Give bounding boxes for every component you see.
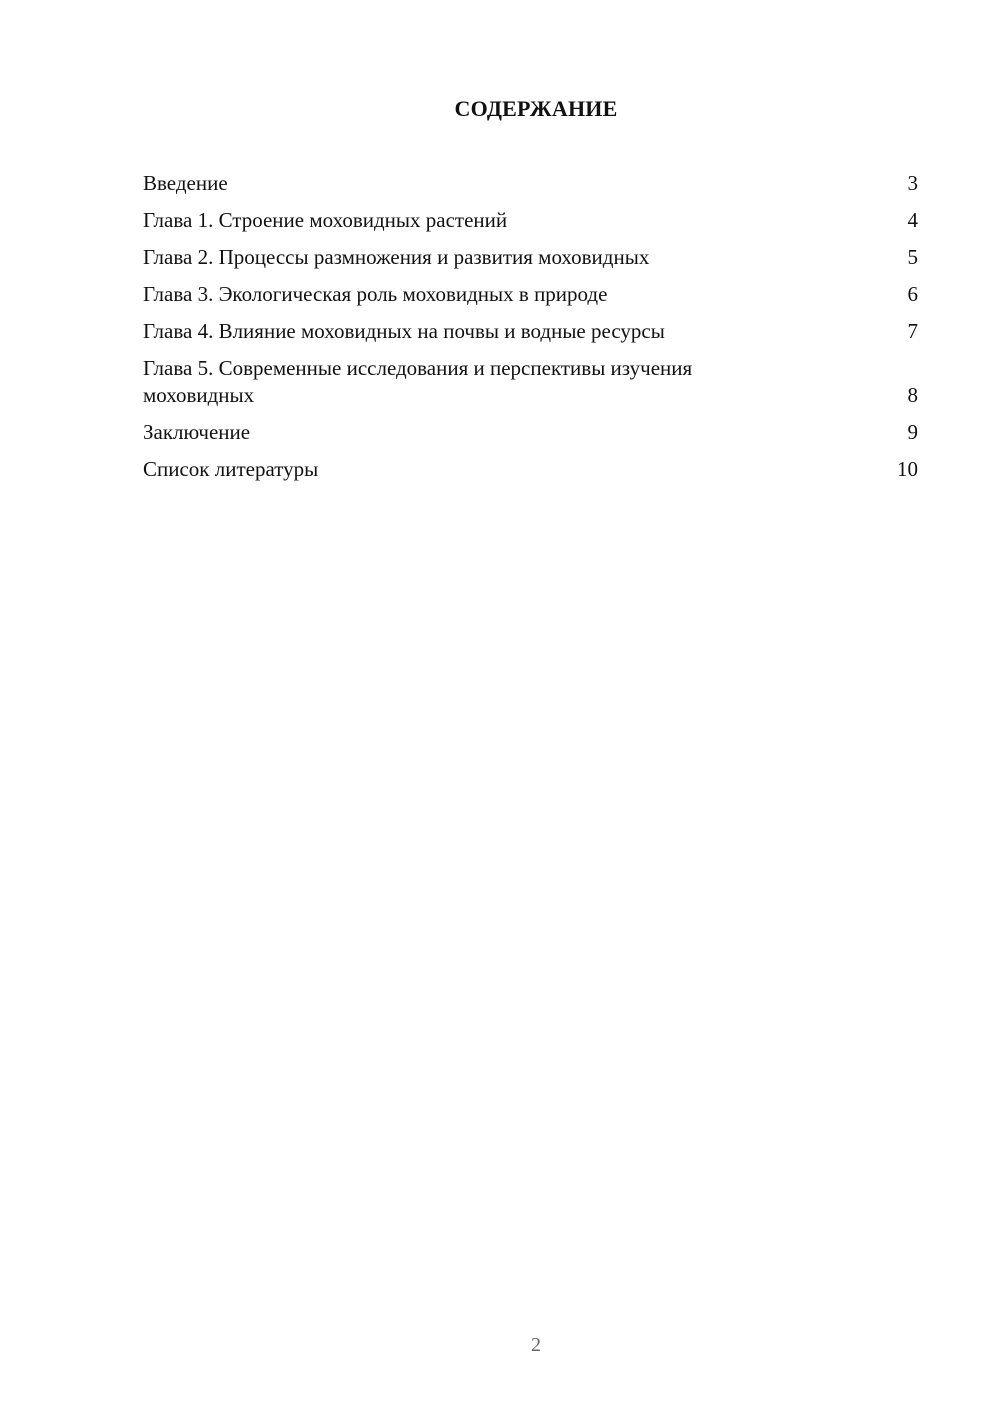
toc-entry-label: Глава 5. Современные исследования и перспективы изучения моховидных — [143, 356, 693, 407]
toc-entry[interactable] — [143, 281, 918, 308]
toc-entry-label: Глава 4. Влияние моховидных на почвы и водные ресурсы — [143, 319, 665, 343]
toc-entry-page: 10 — [897, 457, 918, 481]
toc-entry-label: Заключение — [143, 420, 251, 444]
toc-entry[interactable] — [143, 244, 918, 271]
toc-entry-page: 6 — [907, 282, 918, 306]
page-number: 2 — [531, 1334, 541, 1356]
toc-entry-page: 7 — [907, 319, 918, 343]
page-title: СОДЕРЖАНИЕ — [454, 96, 618, 121]
toc-entry-page: 8 — [907, 383, 918, 407]
toc-entry-page: 3 — [907, 171, 918, 195]
toc-entry-label: Глава 2. Процессы размножения и развития моховидных — [143, 245, 650, 269]
toc-entry-page: 5 — [907, 245, 918, 269]
toc-entry-page: 9 — [907, 420, 918, 444]
toc-entry-page: 4 — [907, 208, 918, 232]
toc-entry[interactable] — [143, 456, 918, 483]
toc-entry-label: Глава 1. Строение моховидных растений — [143, 208, 508, 232]
toc-entry[interactable] — [143, 355, 918, 409]
table-of-contents — [143, 170, 918, 493]
toc-entry[interactable] — [143, 419, 918, 446]
toc-entry[interactable] — [143, 207, 918, 234]
toc-entry[interactable] — [143, 318, 918, 345]
toc-entry-label: Введение — [143, 171, 228, 195]
toc-entry-label: Список литературы — [143, 457, 319, 481]
toc-entry[interactable] — [143, 170, 918, 197]
toc-entry-label: Глава 3. Экологическая роль моховидных в природе — [143, 282, 608, 306]
